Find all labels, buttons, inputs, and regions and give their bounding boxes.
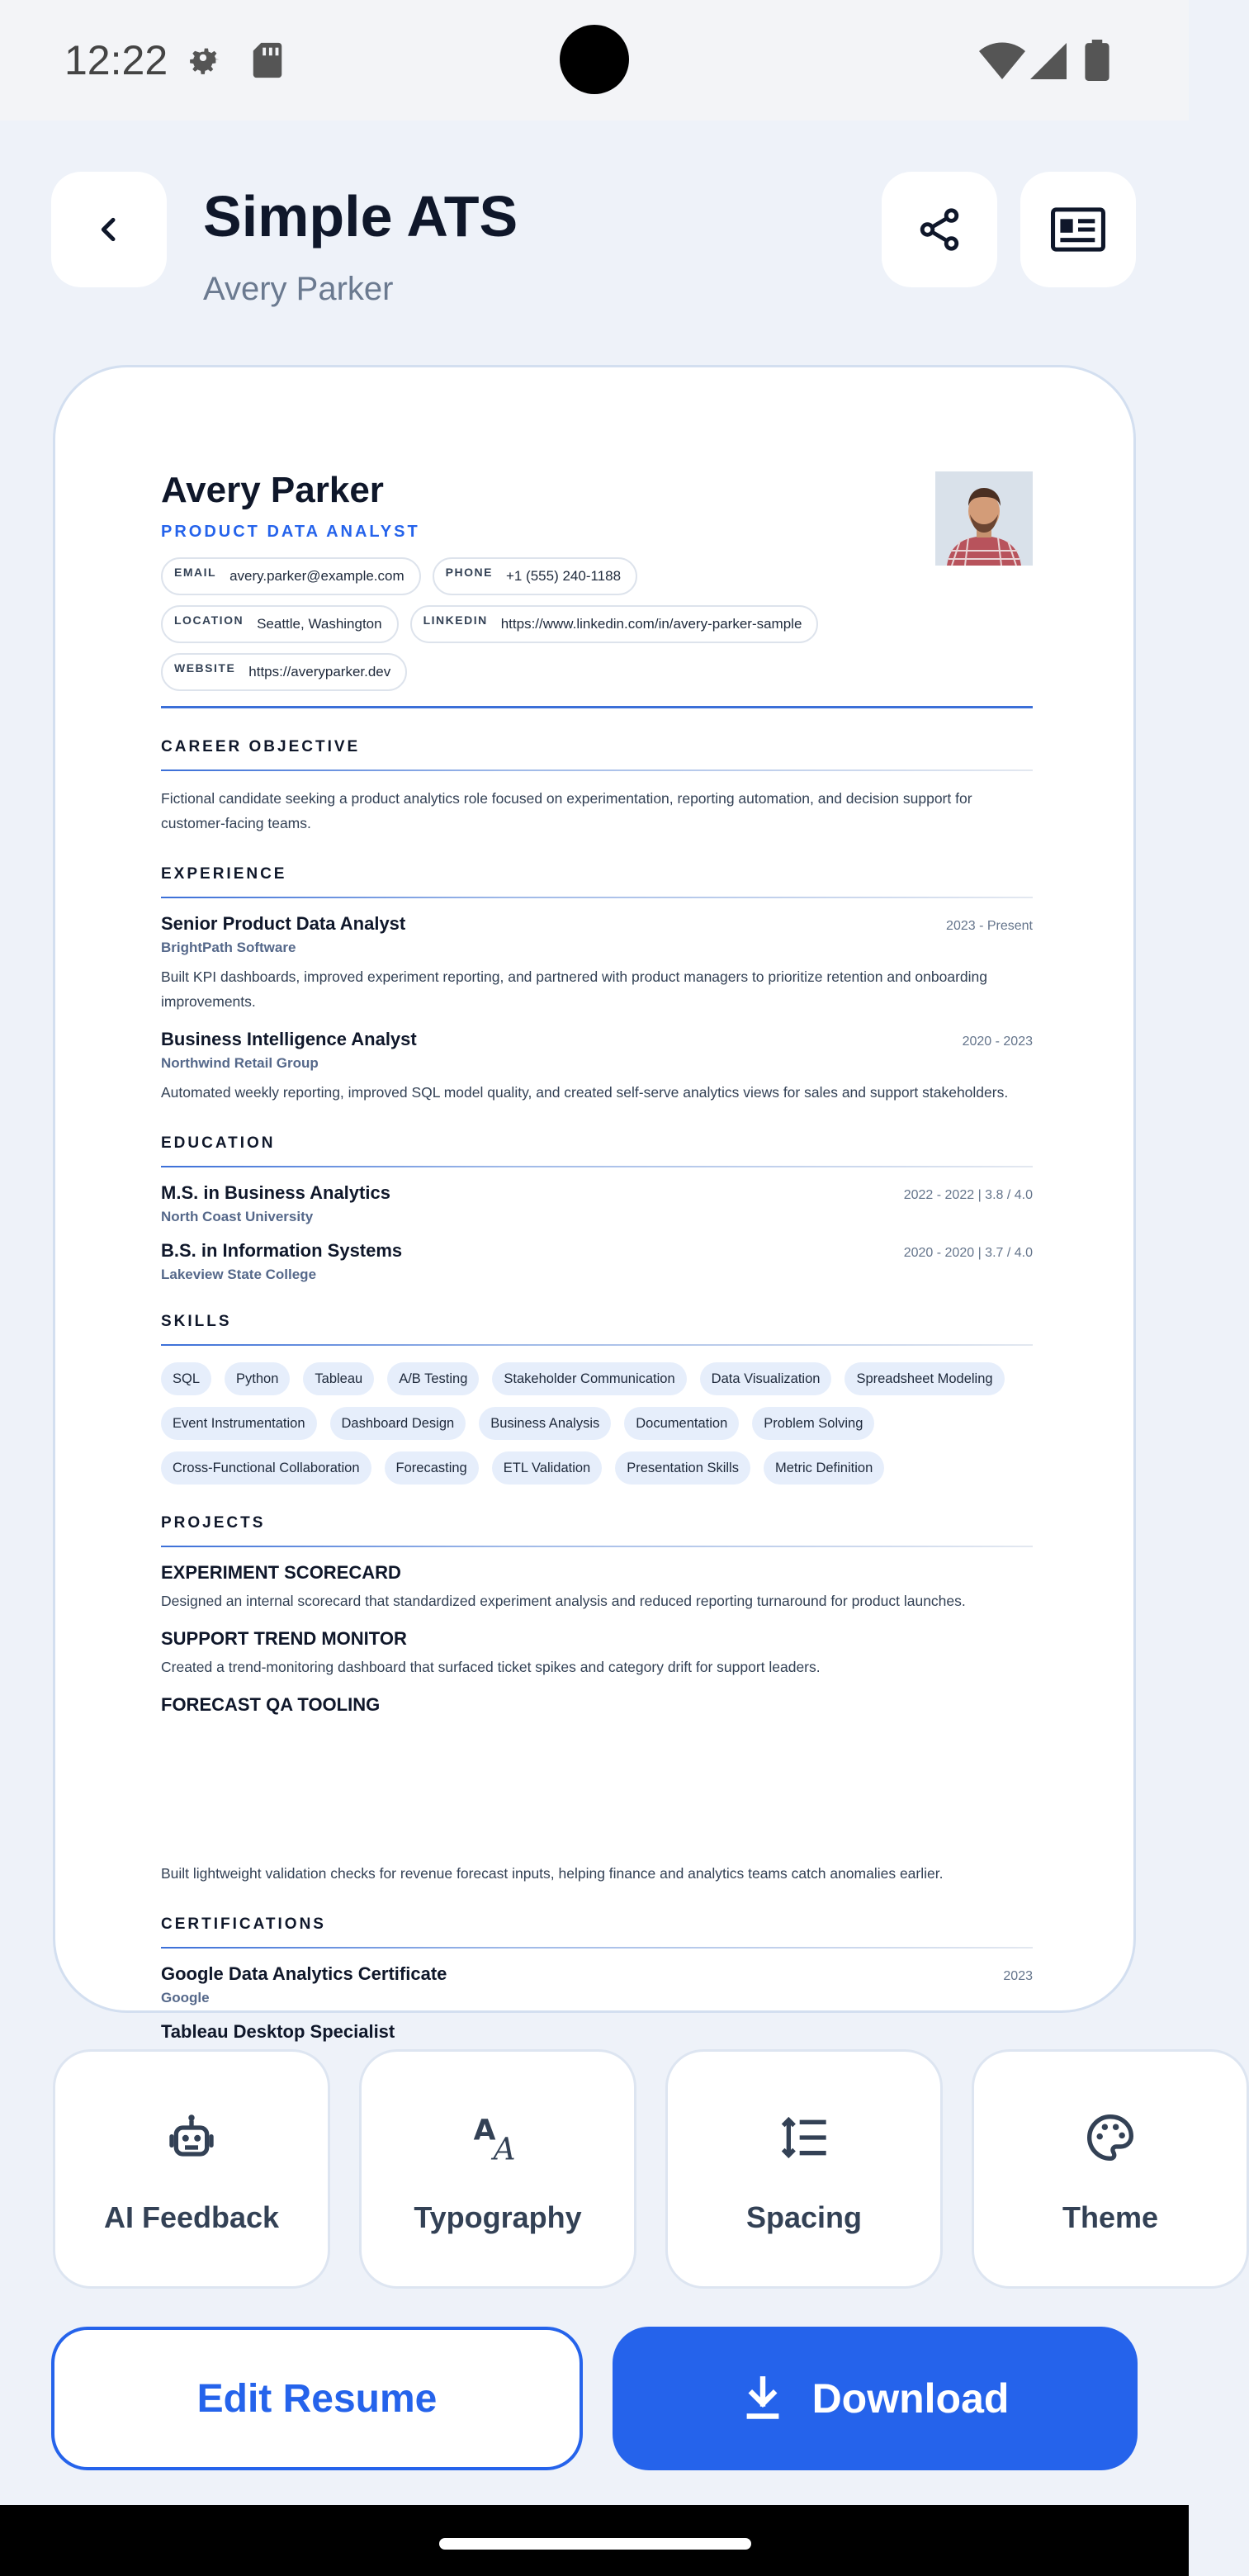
contact-label: WEBSITE (174, 661, 236, 675)
back-button[interactable] (51, 172, 167, 287)
certification-entry (161, 2021, 1033, 2043)
skill-chip: Stakeholder Communication (492, 1362, 686, 1395)
status-bar (0, 0, 1189, 121)
skill-chip: Data Visualization (700, 1362, 832, 1395)
contact-value: https://averyparker.dev (248, 664, 391, 680)
objective-text: Fictional candidate seeking a product analytics role focused on experimentation, reporting automation, and decision support for customer-facing teams. (161, 790, 972, 831)
entry-date: 2023 (1003, 1969, 1033, 1983)
share-button[interactable] (882, 172, 997, 287)
section-title-projects: PROJECTS (161, 1514, 266, 1532)
entry-date: 2020 - 2023 (962, 1035, 1033, 1049)
entry-desc: Automated weekly reporting, improved SQL model quality, and created self-serve analytics views for sales and support stakeholders. (161, 1084, 1009, 1101)
entry-date: 2022 - 2022 | 3.8 / 4.0 (903, 1188, 1033, 1202)
tool-ai-feedback[interactable] (53, 2049, 330, 2289)
entry-org: Google (161, 1990, 210, 2005)
header-divider (161, 706, 1033, 708)
share-icon (915, 206, 963, 253)
entry-date: 2023 - Present (946, 919, 1033, 933)
entry-title: M.S. in Business Analytics (161, 1182, 390, 1203)
contact-chip-website (161, 653, 407, 691)
tool-theme[interactable] (972, 2049, 1249, 2289)
status-time: 12:22 (64, 37, 168, 83)
skill-chip: Problem Solving (752, 1407, 874, 1440)
entry-desc: Built KPI dashboards, improved experiment reporting, and partnered with product managers to prioritize retention and onboarding improvements. (161, 968, 987, 1010)
skills-list (161, 1362, 1033, 1485)
palette-icon (1084, 2111, 1137, 2164)
education-entry (161, 1182, 1033, 1225)
entry-title: B.S. in Information Systems (161, 1240, 403, 1261)
skill-chip: Dashboard Design (330, 1407, 466, 1440)
experience-entry (161, 1029, 1033, 1105)
contact-chip-location (161, 605, 399, 643)
typography-icon (471, 2111, 524, 2167)
contact-label: EMAIL (174, 566, 217, 579)
svg-text:A: A (473, 2114, 496, 2147)
skill-chip: A/B Testing (387, 1362, 479, 1395)
project-title: SUPPORT TREND MONITOR (161, 1628, 407, 1649)
skill-chip: Forecasting (385, 1451, 479, 1485)
project-desc: Designed an internal scorecard that standardized experiment analysis and reduced reporting turnaround for product launches. (161, 1593, 966, 1609)
section-divider (161, 1546, 1033, 1547)
robot-icon (165, 2111, 218, 2164)
entry-date: 2020 - 2020 | 3.7 / 4.0 (903, 1246, 1033, 1260)
contact-chip-linkedin (410, 605, 819, 643)
project-desc: Built lightweight validation checks for revenue forecast inputs, helping finance and analytics teams catch anomalies earlier. (161, 1865, 944, 1882)
tool-label: AI Feedback (103, 2200, 280, 2234)
resume-name: Avery Parker (161, 470, 384, 510)
camera-cutout (560, 25, 629, 94)
project-title: FORECAST QA TOOLING (161, 1694, 381, 1715)
sd-card-icon (251, 41, 284, 79)
skill-chip: Documentation (624, 1407, 739, 1440)
skill-chip: Event Instrumentation (161, 1407, 317, 1440)
contact-chips (161, 557, 871, 691)
section-divider (161, 897, 1033, 898)
contact-card-button[interactable] (1020, 172, 1136, 287)
section-divider (161, 769, 1033, 771)
page-subtitle: Avery Parker (203, 271, 394, 307)
tool-label: Theme (1062, 2200, 1159, 2234)
entry-title: Business Intelligence Analyst (161, 1029, 417, 1049)
tool-spacing[interactable] (665, 2049, 943, 2289)
contact-card-icon (1051, 206, 1105, 253)
cell-signal-icon (1030, 43, 1067, 79)
download-button[interactable] (613, 2327, 1138, 2470)
section-title-certifications: CERTIFICATIONS (161, 1915, 326, 1933)
edit-resume-button[interactable]: Edit Resume (51, 2327, 583, 2470)
entry-org: Lakeview State College (161, 1267, 317, 1282)
customization-tools (53, 2049, 1159, 2290)
skill-chip: Business Analysis (479, 1407, 611, 1440)
contact-label: LINKEDIN (423, 613, 488, 627)
skill-chip: SQL (161, 1362, 211, 1395)
skill-chip: Python (225, 1362, 290, 1395)
contact-chip-email (161, 557, 421, 595)
section-divider (161, 1166, 1033, 1167)
entry-title: Senior Product Data Analyst (161, 913, 406, 934)
download-icon (741, 2375, 784, 2422)
svg-text:A: A (493, 2130, 516, 2167)
skill-chip: Cross-Functional Collaboration (161, 1451, 371, 1485)
certification-entry (161, 1963, 1033, 2006)
contact-value: https://www.linkedin.com/in/avery-parker-sample (500, 616, 802, 632)
skill-chip: Metric Definition (764, 1451, 884, 1485)
entry-org: BrightPath Software (161, 940, 296, 955)
battery-icon (1085, 40, 1109, 81)
home-gesture-handle[interactable] (439, 2538, 751, 2550)
page-title: Simple ATS (203, 184, 518, 249)
settings-gear-icon (183, 40, 225, 81)
wifi-icon (979, 43, 1025, 79)
line-spacing-icon (778, 2111, 830, 2164)
section-title-skills: SKILLS (161, 1313, 232, 1330)
skill-chip: ETL Validation (492, 1451, 602, 1485)
tool-typography[interactable] (359, 2049, 636, 2289)
entry-org: Northwind Retail Group (161, 1055, 319, 1071)
contact-value: +1 (555) 240-1188 (505, 568, 622, 584)
resume-preview[interactable] (53, 365, 1136, 2042)
chevron-left-icon (92, 213, 125, 246)
section-title-education: EDUCATION (161, 1134, 276, 1152)
skill-chip: Spreadsheet Modeling (844, 1362, 1004, 1395)
entry-org: North Coast University (161, 1209, 314, 1224)
project-desc: Created a trend-monitoring dashboard that surfaced ticket spikes and category drift for support leaders. (161, 1659, 821, 1675)
resume-role: PRODUCT DATA ANALYST (161, 523, 420, 541)
download-label: Download (811, 2375, 1010, 2422)
contact-label: LOCATION (174, 613, 244, 627)
contact-chip-phone (433, 557, 637, 595)
project-title: EXPERIMENT SCORECARD (161, 1562, 401, 1583)
skill-chip: Presentation Skills (615, 1451, 750, 1485)
skill-chip: Tableau (303, 1362, 374, 1395)
contact-value: Seattle, Washington (257, 616, 382, 632)
section-title-objective: CAREER OBJECTIVE (161, 738, 361, 755)
contact-value: avery.parker@example.com (229, 568, 405, 584)
entry-title: Tableau Desktop Specialist (161, 2021, 395, 2042)
experience-entry (161, 913, 1033, 1014)
section-title-experience: EXPERIENCE (161, 865, 287, 883)
education-entry (161, 1240, 1033, 1283)
contact-label: PHONE (445, 566, 493, 579)
tool-label: Typography (414, 2200, 582, 2234)
section-divider (161, 1344, 1033, 1346)
tool-label: Spacing (745, 2200, 863, 2234)
section-divider (161, 1947, 1033, 1949)
entry-title: Google Data Analytics Certificate (161, 1963, 447, 1984)
